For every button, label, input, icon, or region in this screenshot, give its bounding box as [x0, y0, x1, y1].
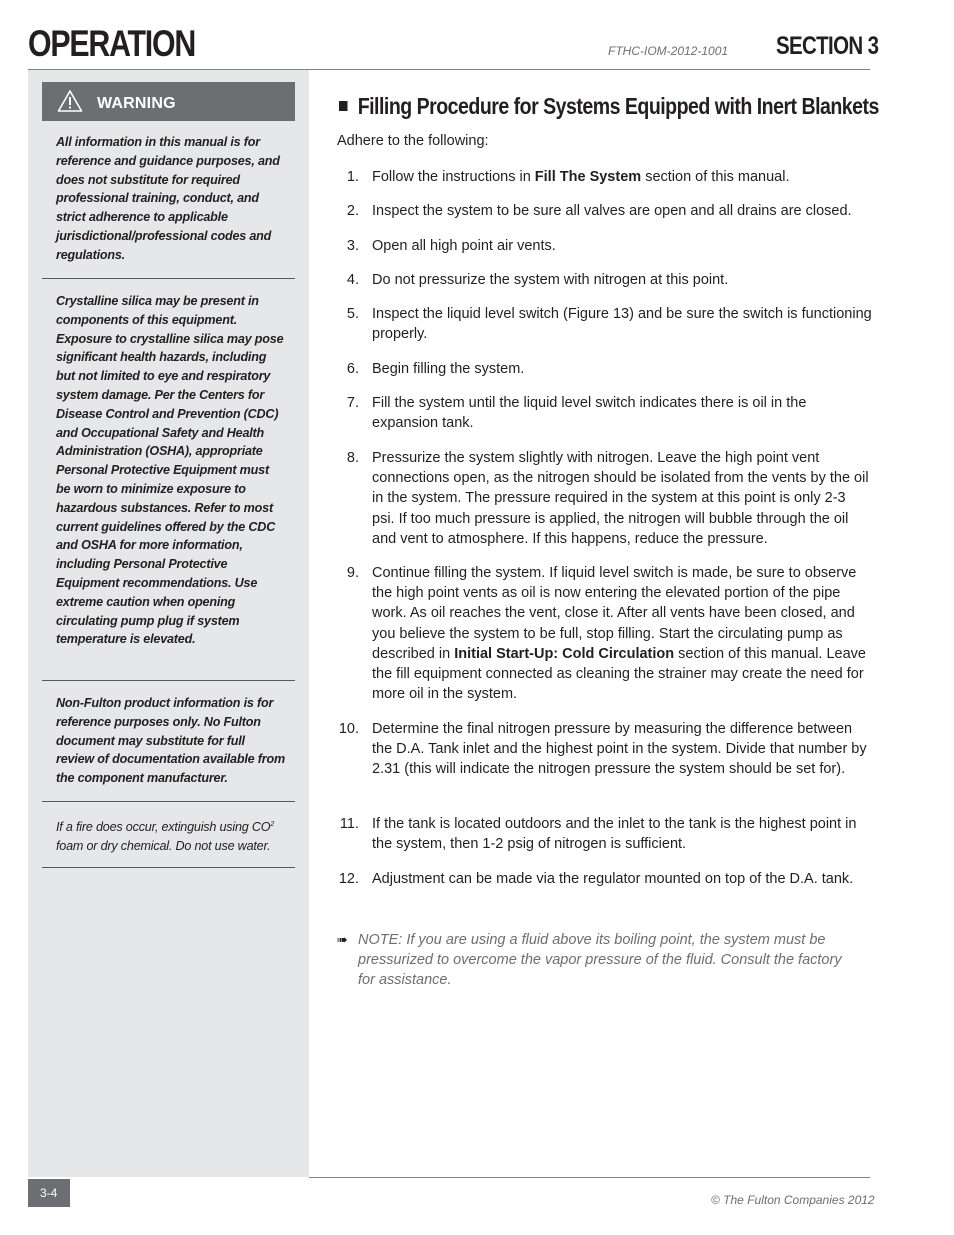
step-text-part: Inspect the liquid level switch (Figure 13) and be sure the switch is functioning properly. — [372, 306, 872, 343]
step-text-part: section of this manual. — [641, 169, 790, 185]
step-text-part: Follow the instructions in — [372, 169, 535, 185]
sidebar-divider — [42, 680, 295, 681]
step-number: 11. — [339, 816, 359, 832]
step-text — [372, 393, 872, 433]
step-text — [372, 201, 872, 221]
procedure-heading-text: Filling Procedure for Systems Equipped with Inert Blankets — [357, 93, 879, 119]
step-text — [372, 167, 872, 187]
step-text-part: Begin filling the system. — [372, 361, 525, 377]
step-text-part: Inspect the system to be sure all valves are open and all drains are closed. — [372, 203, 852, 219]
warning-text-silica: Crystalline silica may be present in components of this equipment. Exposure to crystalline silica may pose significant health hazards, including but not limited to eye and respiratory system damage. Per the Centers for Disease Control and Prevention (CDC) and Occupational Safety and Health Administration (OSHA), appropriate Personal Protective Equipment must be worn to minimize exposure to hazardous substances. Refer to most current guidelines offered by the CDC and OSHA for more information, including Personal Protective Equipment recommendations. Use extreme caution when opening circulating pump plug if system temperature is elevated. — [56, 294, 284, 647]
fire-text-subscript: 2 — [270, 821, 275, 828]
step-text-part: Continue filling the system. If liquid level switch is made, be sure to observe the high point vents as oil is now entering the elevated portion of the pipe work. As oil reaches the vent, close it. After all vents have been closed, and you believe the system to be full, stop filling. Start the circulating pump as described in — [372, 565, 857, 662]
step-text-part: Fill the system until the liquid level switch indicates there is oil in the expansion tank. — [372, 395, 807, 432]
step-text — [372, 869, 872, 889]
section-label: SECTION 3 — [776, 32, 879, 60]
step-text-part: Adjustment can be made via the regulator mounted on top of the D.A. tank. — [372, 871, 854, 887]
document-id: FTHC-IOM-2012-1001 — [608, 44, 729, 58]
step-text — [372, 270, 872, 290]
page-title: OPERATION — [28, 23, 196, 64]
page-number-box — [28, 1179, 70, 1207]
step-text-part: section of this manual. Leave the fill equipment connected as cleaning the strainer may create the need for more oil in the system. — [372, 645, 866, 703]
square-bullet-icon — [339, 101, 348, 111]
sidebar-divider — [42, 867, 295, 868]
warning-text-fire — [56, 816, 286, 856]
step-text-part: Open all high point air vents. — [372, 238, 556, 254]
step-number: 2. — [346, 203, 359, 219]
step-number: 12. — [338, 871, 359, 887]
step-number: 5. — [346, 306, 359, 322]
step-number: 6. — [346, 361, 359, 377]
step-text-part: If the tank is located outdoors and the inlet to the tank is the highest point in the system, then 1-2 psig of nitrogen is sufficient. — [372, 816, 857, 853]
warning-label: WARNING — [97, 95, 176, 112]
step-text-emphasis: Initial Start-Up: Cold Circulation — [454, 645, 675, 662]
step-number: 8. — [346, 450, 359, 466]
step-number: 4. — [346, 272, 359, 288]
step-text-part: Determine the final nitrogen pressure by measuring the difference between the D.A. Tank inlet and the highest point in the system. Divide that number by 2.31 (this will indicate the nitrogen pressure the system should be set for). — [372, 721, 867, 778]
step-number: 10. — [338, 721, 359, 737]
note-text: NOTE: If you are using a fluid above its boiling point, the system must be pressurized to overcome the vapor pressure of the fluid. Consult the factory for assistance. — [358, 932, 842, 989]
procedure-intro: Adhere to the following: — [337, 133, 489, 149]
step-text-part: Do not pressurize the system with nitrogen at this point. — [372, 272, 729, 288]
sidebar-divider — [42, 278, 295, 279]
step-number: 9. — [346, 565, 359, 581]
footer-divider — [309, 1177, 870, 1178]
page-number: 3-4 — [40, 1186, 58, 1200]
copyright: © The Fulton Companies 2012 — [711, 1193, 875, 1207]
warning-triangle-icon — [57, 89, 83, 113]
step-text — [372, 359, 872, 379]
step-text-emphasis: Fill The System — [534, 169, 642, 185]
fire-text-part-1: If a fire does occur, extinguish using CO — [56, 820, 271, 835]
step-text — [372, 719, 872, 780]
step-number: 1. — [346, 169, 359, 185]
step-text — [372, 304, 872, 344]
warning-text-non-fulton: Non-Fulton product information is for reference purposes only. No Fulton document may substitute for full review of documentation available from the component manufacturer. — [56, 696, 285, 786]
step-text — [372, 814, 872, 854]
warning-banner — [42, 82, 295, 121]
step-text-part: Pressurize the system slightly with nitrogen. Leave the high point vent connections open, as the nitrogen should be isolated from the vents by the oil in the system. The pressure required in the system at this point is only 2-3 psi. If too much pressure is applied, the nitrogen will bubble through the oil and vent to atmosphere. If this happens, reduce the pressure. — [372, 450, 869, 547]
fire-text-part-2: foam or dry chemical. Do not use water. — [56, 838, 271, 853]
pointing-hand-icon: ➠ — [337, 932, 348, 947]
step-text — [372, 563, 872, 704]
step-text — [372, 236, 872, 256]
sidebar-divider — [42, 801, 295, 802]
procedure-heading — [339, 93, 879, 120]
step-text — [372, 448, 872, 549]
step-number: 7. — [346, 395, 359, 411]
step-number: 3. — [346, 238, 359, 254]
warning-text-guidance: All information in this manual is for reference and guidance purposes, and does not substitute for required professional training, conduct, and strict adherence to applicable jurisdictional/professional codes and regulations. — [56, 135, 280, 262]
